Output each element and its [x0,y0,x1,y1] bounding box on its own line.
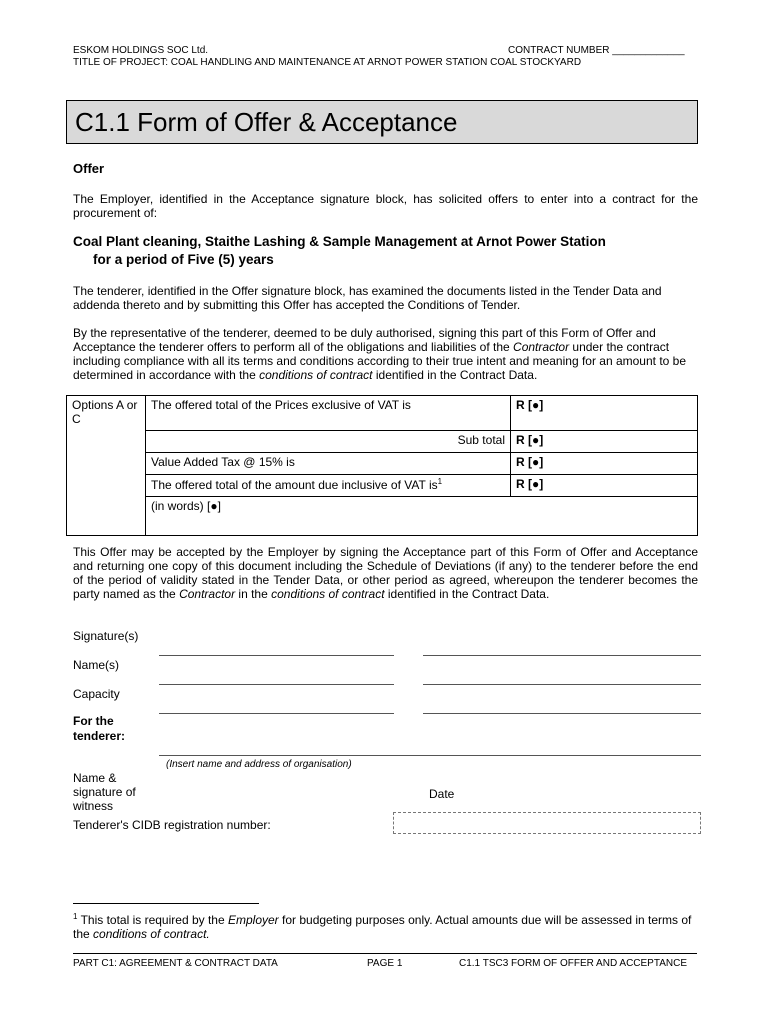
row4-label-cell [146,475,511,497]
row4-label: The offered total of the amount due inclusive of VAT is [151,478,438,492]
footnote-text-a: This total is required by the [77,913,228,927]
row2-value[interactable]: R [●] [511,431,698,453]
footer-right: C1.1 TSC3 FORM OF OFFER AND ACCEPTANCE [459,958,687,969]
acc-text-e: identified in the Contract Data. [384,587,550,601]
footnote-employer: Employer [227,913,279,927]
row1-label: The offered total of the Prices exclusive of VAT is [146,396,511,431]
offer-paragraph-3 [73,326,698,382]
offer-subject [73,233,713,269]
footer-left: PART C1: AGREEMENT & CONTRACT DATA [73,958,278,969]
capacity-line-1[interactable] [159,713,394,714]
for-tenderer-label: For the tenderer: [73,714,126,743]
price-table [66,395,698,536]
row5-in-words[interactable]: (in words) [●] [146,497,698,536]
footer-separator [73,953,697,954]
header-company: ESKOM HOLDINGS SOC Ltd. [73,45,209,56]
organisation-line[interactable] [159,755,701,756]
page-title: C1.1 Form of Offer & Acceptance [66,100,698,144]
offer-heading: Offer [73,161,105,176]
footnote-separator [73,903,259,904]
name-line-1[interactable] [159,684,394,685]
offer-intro: The Employer, identified in the Acceptance signature block, has solicited offers to enter into a contract for the procurement of: [73,192,698,220]
row1-value[interactable]: R [●] [511,396,698,431]
table-row [67,475,698,497]
subject-line-1: Coal Plant cleaning, Staithe Lashing & Sample Management at Arnot Power Station [73,234,606,249]
header-contract-number: CONTRACT NUMBER _____________ [508,45,685,56]
subject-line-2: for a period of Five (5) years [93,252,274,267]
para3-contractor: Contractor [513,340,570,354]
row2-label: Sub total [146,431,511,453]
names-label: Name(s) [73,658,120,672]
row3-label: Value Added Tax @ 15% is [146,453,511,475]
row3-value[interactable]: R [●] [511,453,698,475]
witness-label: Name & signature of witness [73,771,136,813]
para3-text-c: under the contract including compliance with all its terms and conditions according to their true intent and meaning for an amount to be determined in accordance with the [73,340,687,382]
header-project-title: TITLE OF PROJECT: COAL HANDLING AND MAINTENANCE AT ARNOT POWER STATION COAL STOCKYARD [73,57,582,68]
acc-contractor: Contractor [179,587,236,601]
signature-line-1[interactable] [159,655,394,656]
capacity-line-2[interactable] [423,713,701,714]
capacity-label: Capacity [73,687,120,701]
para3-conditions: conditions of contract [259,368,373,382]
signature-line-2[interactable] [423,655,701,656]
table-row [67,453,698,475]
options-label: Options A or C [67,396,146,536]
footer-page-number: PAGE 1 [367,958,403,969]
footnote-conditions: conditions of contract. [93,927,210,941]
footnote-number: 1 [73,912,78,921]
offer-paragraph-2: The tenderer, identified in the Offer signature block, has examined the documents listed in the Tender Data and addenda thereto and by submitting this Offer has accepted the Conditions of Tender. [73,284,662,312]
para3-text-e: identified in the Contract Data. [372,368,538,382]
acc-text-a: This Offer may be accepted by the Employer by signing the Acceptance part of this Form of Offer and Acceptance and returning one copy of this document including the Schedule of Deviations (if any) to the tenderer before the end of the period of validity stated in the Tender Data, or other period as agreed, whereupon the tenderer becomes the party named as the [73,545,698,601]
table-row [67,497,698,536]
date-label: Date [429,787,455,801]
acc-conditions: conditions of contract [271,587,385,601]
footnote-text-c: for budgeting purposes only. Actual amounts due will be assessed in terms of the [73,913,692,941]
table-row [67,396,698,431]
row4-value[interactable]: R [●] [511,475,698,497]
footnote [73,910,698,941]
cidb-label: Tenderer's CIDB registration number: [73,818,271,832]
insert-organisation-note: (Insert name and address of organisation) [166,759,352,770]
name-line-2[interactable] [423,684,701,685]
cidb-input[interactable] [393,812,701,834]
acceptance-paragraph [73,545,698,601]
table-row [67,431,698,453]
acc-text-c: in the [235,587,272,601]
signatures-label: Signature(s) [73,629,139,643]
row4-footnote-ref: 1 [437,477,443,486]
para3-text-a: By the representative of the tenderer, deemed to be duly authorised, signing this part of this Form of Offer and Acceptance the tenderer offers to perform all of the obligations and liabilities of the [73,326,656,354]
